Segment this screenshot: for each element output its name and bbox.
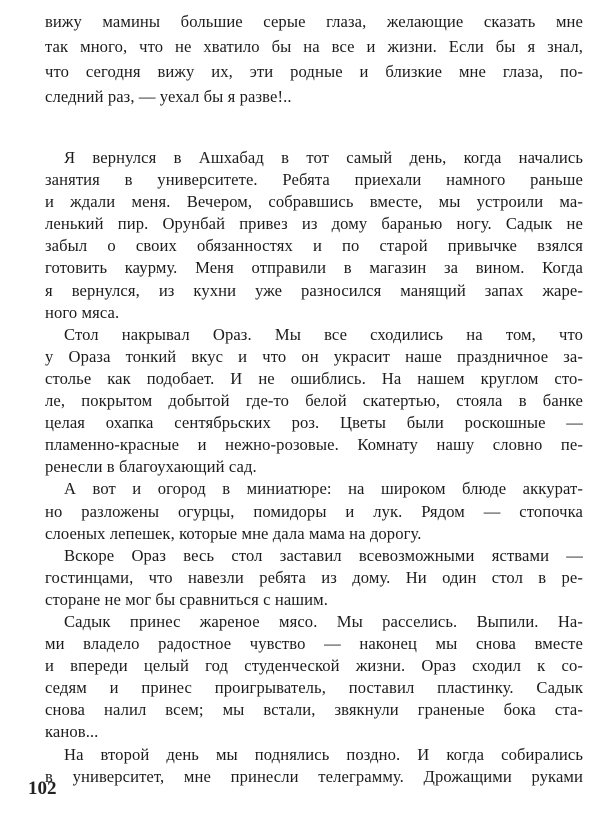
text-line: Садык принес жареное мясо. Мы расселись. Выпили. На- <box>64 611 583 631</box>
continued-paragraph <box>45 9 583 109</box>
text-line: у Ораза тонкий вкус и что он украсит наше праздничное за- <box>45 346 583 366</box>
text-line: гостинцами, что навезли ребята из дому. Ни один стол в ре- <box>45 567 583 587</box>
page-number: 102 <box>28 778 57 799</box>
text-line: ного мяса. <box>45 302 120 322</box>
text-line: Стол накрывал Ораз. Мы все сходились на том, что <box>64 324 583 344</box>
text-line: я вернулся, из кухни уже разносился манящий запах жаре- <box>45 280 583 300</box>
text-line: столье как подобает. И не ошиблись. На нашем круглом сто- <box>45 368 583 388</box>
text-line: снова налил всем; мы встали, звякнули граненые бока ста- <box>45 700 583 720</box>
paragraph <box>45 324 583 479</box>
text-line: сторане не мог бы сравниться с нашим. <box>45 589 328 609</box>
text-line: ленький пир. Орунбай привез из дому баранью ногу. Садык не <box>45 214 583 234</box>
text-line: пламенно-красные и нежно-розовые. Комнату нашу словно пе- <box>45 435 583 455</box>
text-line: так много, что не хватило бы на все и жизни. Если бы я знал, <box>45 37 583 56</box>
text-line: ренесли в благоухающий сад. <box>45 457 257 477</box>
paragraph <box>45 611 583 744</box>
paragraph <box>45 545 583 611</box>
text-line: вижу мамины большие серые глаза, желающие сказать мне <box>45 12 583 31</box>
text-line: А вот и огород в миниатюре: на широком блюде аккурат- <box>64 479 583 499</box>
text-line: и впереди целый год студенческой жизни. Ораз сходил к со- <box>45 656 583 676</box>
text-line: целая охапка сентябрьских роз. Цветы были роскошные — <box>45 413 583 433</box>
text-line: канов... <box>45 722 99 742</box>
text-line: На второй день мы поднялись поздно. И когда собирались <box>64 744 583 764</box>
text-line: что сегодня вижу их, эти родные и близкие мне глаза, по- <box>45 62 583 81</box>
text-line: готовить каурму. Меня отправили в магазин за вином. Когда <box>45 258 583 278</box>
body-text <box>45 147 583 788</box>
text-line: и ждали меня. Вечером, собравшись вместе, мы устроили ма- <box>45 192 583 212</box>
text-line: слоеных лепешек, которые мне дала мама на дорогу. <box>45 523 422 543</box>
text-line: ми владело радостное чувство — наконец мы снова вместе <box>45 634 583 654</box>
paragraph <box>45 744 583 788</box>
paragraph <box>45 147 583 324</box>
text-line: забыл о своих обязанностях и по старой привычке взялся <box>45 236 583 256</box>
text-line: Вскоре Ораз весь стол заставил всевозможными яствами — <box>64 545 583 565</box>
text-line: следний раз, — уехал бы я разве!.. <box>45 87 292 106</box>
text-line: но разложены огурцы, помидоры и лук. Рядом — стопочка <box>45 501 583 521</box>
text-line: занятия в университете. Ребята приехали намного раньше <box>45 170 583 190</box>
paragraph <box>45 478 583 544</box>
text-line: ле, покрытом добытой где-то белой скатертью, стояла в банке <box>45 391 583 411</box>
text-line: седям и принес проигрыватель, поставил пластинку. Садык <box>45 678 583 698</box>
text-line: в университет, мне принесли телеграмму. Дрожащими руками <box>45 766 583 786</box>
text-line: Я вернулся в Ашхабад в тот самый день, когда начались <box>64 148 583 167</box>
